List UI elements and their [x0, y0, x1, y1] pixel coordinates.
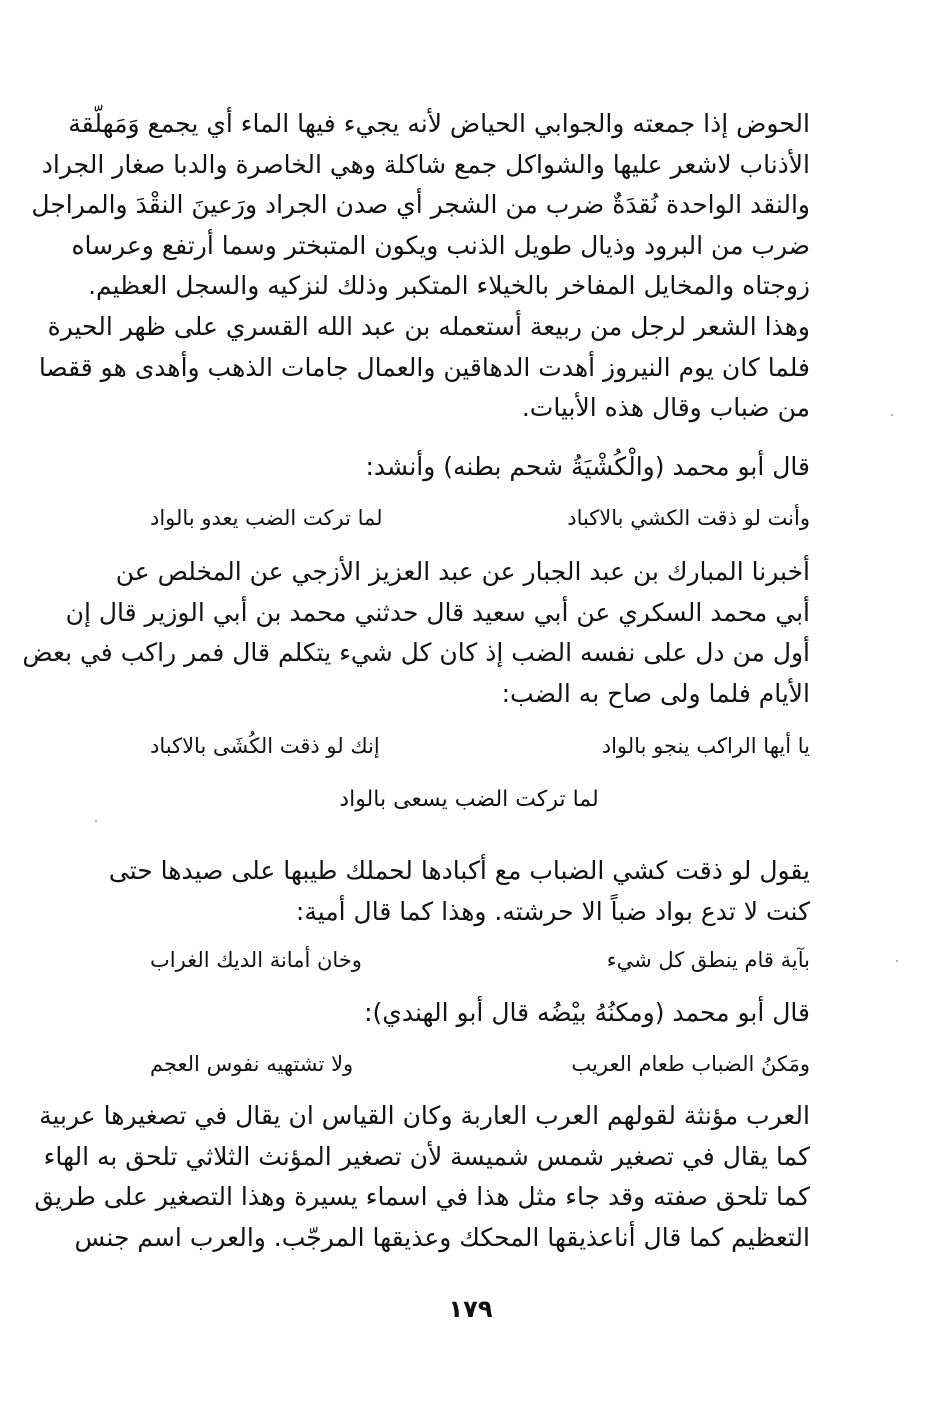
- verse-second-hemistich: لما تركت الضب يعدو بالواد: [150, 506, 383, 530]
- verse-first-hemistich: وأنت لو ذقت الكشي بالاكباد: [567, 506, 810, 530]
- scan-speck: [891, 414, 893, 416]
- scan-speck: [95, 820, 97, 822]
- text-line: التعظيم كما قال أناعذيقها المحكك وعذيقها المرجّب. والعرب اسم جنس: [74, 1222, 810, 1252]
- text-line: كما تلحق صفته وقد جاء مثل هذا في اسماء يسيرة وهذا التصغير على طريق: [34, 1182, 810, 1211]
- text-line: أخبرنا المبارك بن عبد الجبار عن عبد العزيز الأزجي عن المخلص عن: [115, 557, 810, 586]
- text-line: ضرب من البرود وذيال طويل الذنب ويكون المتبختر وسما أرتفع وعرساه: [71, 230, 810, 260]
- page-number: ١٧٩: [448, 1295, 493, 1323]
- paragraph-poem-context: [38, 307, 810, 429]
- verse-first-hemistich: ومَكنُ الضباب طعام العريب: [571, 1052, 810, 1076]
- paragraph-explanation: [108, 851, 810, 932]
- text-line: الأيام فلما ولى صاح به الضب:: [501, 678, 810, 708]
- paragraph-lexical-notes: [31, 104, 810, 307]
- text-line: كما يقال في تصغير شمس شميسة لأن تصغير المؤنث الثلاثي تلحق به الهاء: [43, 1141, 810, 1171]
- text-line: يقول لو ذقت كشي الضباب مع أكبادها لحملك طيبها على صيدها حتى: [108, 856, 810, 885]
- paragraph-abu-muhammad-1: [128, 447, 810, 488]
- text-line: كنت لا تدع بواد ضباً الا حرشته. وهذا كما قال أمية:: [295, 896, 810, 926]
- verse-second-hemistich: وخان أمانة الديك الغراب: [150, 948, 362, 972]
- poem-verse-2: [150, 726, 810, 766]
- text-line: قال أبو محمد (والْكُشْيَةُ شحم بطنه) وأنشد:: [365, 452, 810, 481]
- text-line: الحوض إذا جمعته والجوابي الحياض لأنه يجيء فيها الماء أي يجمع وَمَهلّقة: [68, 109, 810, 138]
- scan-speck: [896, 960, 898, 962]
- poem-verse-3: [150, 940, 810, 980]
- poem-verse-2-tail: لما تركت الضب يسعى بالواد: [339, 787, 599, 812]
- text-line: العرب مؤنثة لقولهم العرب العاربة وكان القياس ان يقال في تصغيرها عربية: [39, 1101, 810, 1130]
- verse-second-hemistich: ولا تشتهيه نفوس العجم: [150, 1052, 354, 1076]
- text-line: أبي محمد السكري عن أبي سعيد قال حدثني محمد بن أبي الوزير قال إن: [65, 597, 810, 627]
- text-line: قال أبو محمد (ومكنُهُ بيْضُه قال أبو الهندي):: [364, 998, 810, 1027]
- paragraph-arab-grammar: [34, 1096, 810, 1258]
- text-line: والنقد الواحدة نُقدَةٌ ضرب من الشجر أي صدن الجراد ورَعينَ النقْدَ والمراجل: [31, 190, 810, 219]
- text-line: الأذناب لاشعر عليها والشواكل جمع شاكلة وهي الخاصرة والدبا صغار الجراد: [41, 149, 810, 179]
- text-line: زوجتاه والمخايل المفاخر بالخيلاء المتكبر وذلك لنزكيه والسجل العظيم.: [88, 271, 810, 300]
- poem-verse-4: [150, 1044, 810, 1084]
- verse-first-hemistich: يا أيها الراكب ينجو بالواد: [601, 734, 810, 758]
- text-line: وهذا الشعر لرجل من ربيعة أستعمله بن عبد الله القسري على ظهر الحيرة: [47, 312, 810, 341]
- poem-verse-1: [150, 498, 810, 538]
- text-line: أول من دل على نفسه الضب إذ كان كل شيء يتكلم قال فمر راكب في بعض: [22, 638, 810, 667]
- text-line: من ضباب وقال هذه الأبيات.: [521, 393, 810, 422]
- verse-second-hemistich: إنك لو ذقت الكُشَى بالاكباد: [150, 734, 380, 758]
- text-line: فلما كان يوم النيروز أهدت الدهاقين والعمال جامات الذهب وأهدى هو ققصا: [38, 352, 810, 382]
- paragraph-abu-muhammad-2: [128, 993, 810, 1034]
- verse-first-hemistich: بآية قام ينطق كل شيء: [606, 948, 810, 972]
- paragraph-narration: [22, 552, 810, 714]
